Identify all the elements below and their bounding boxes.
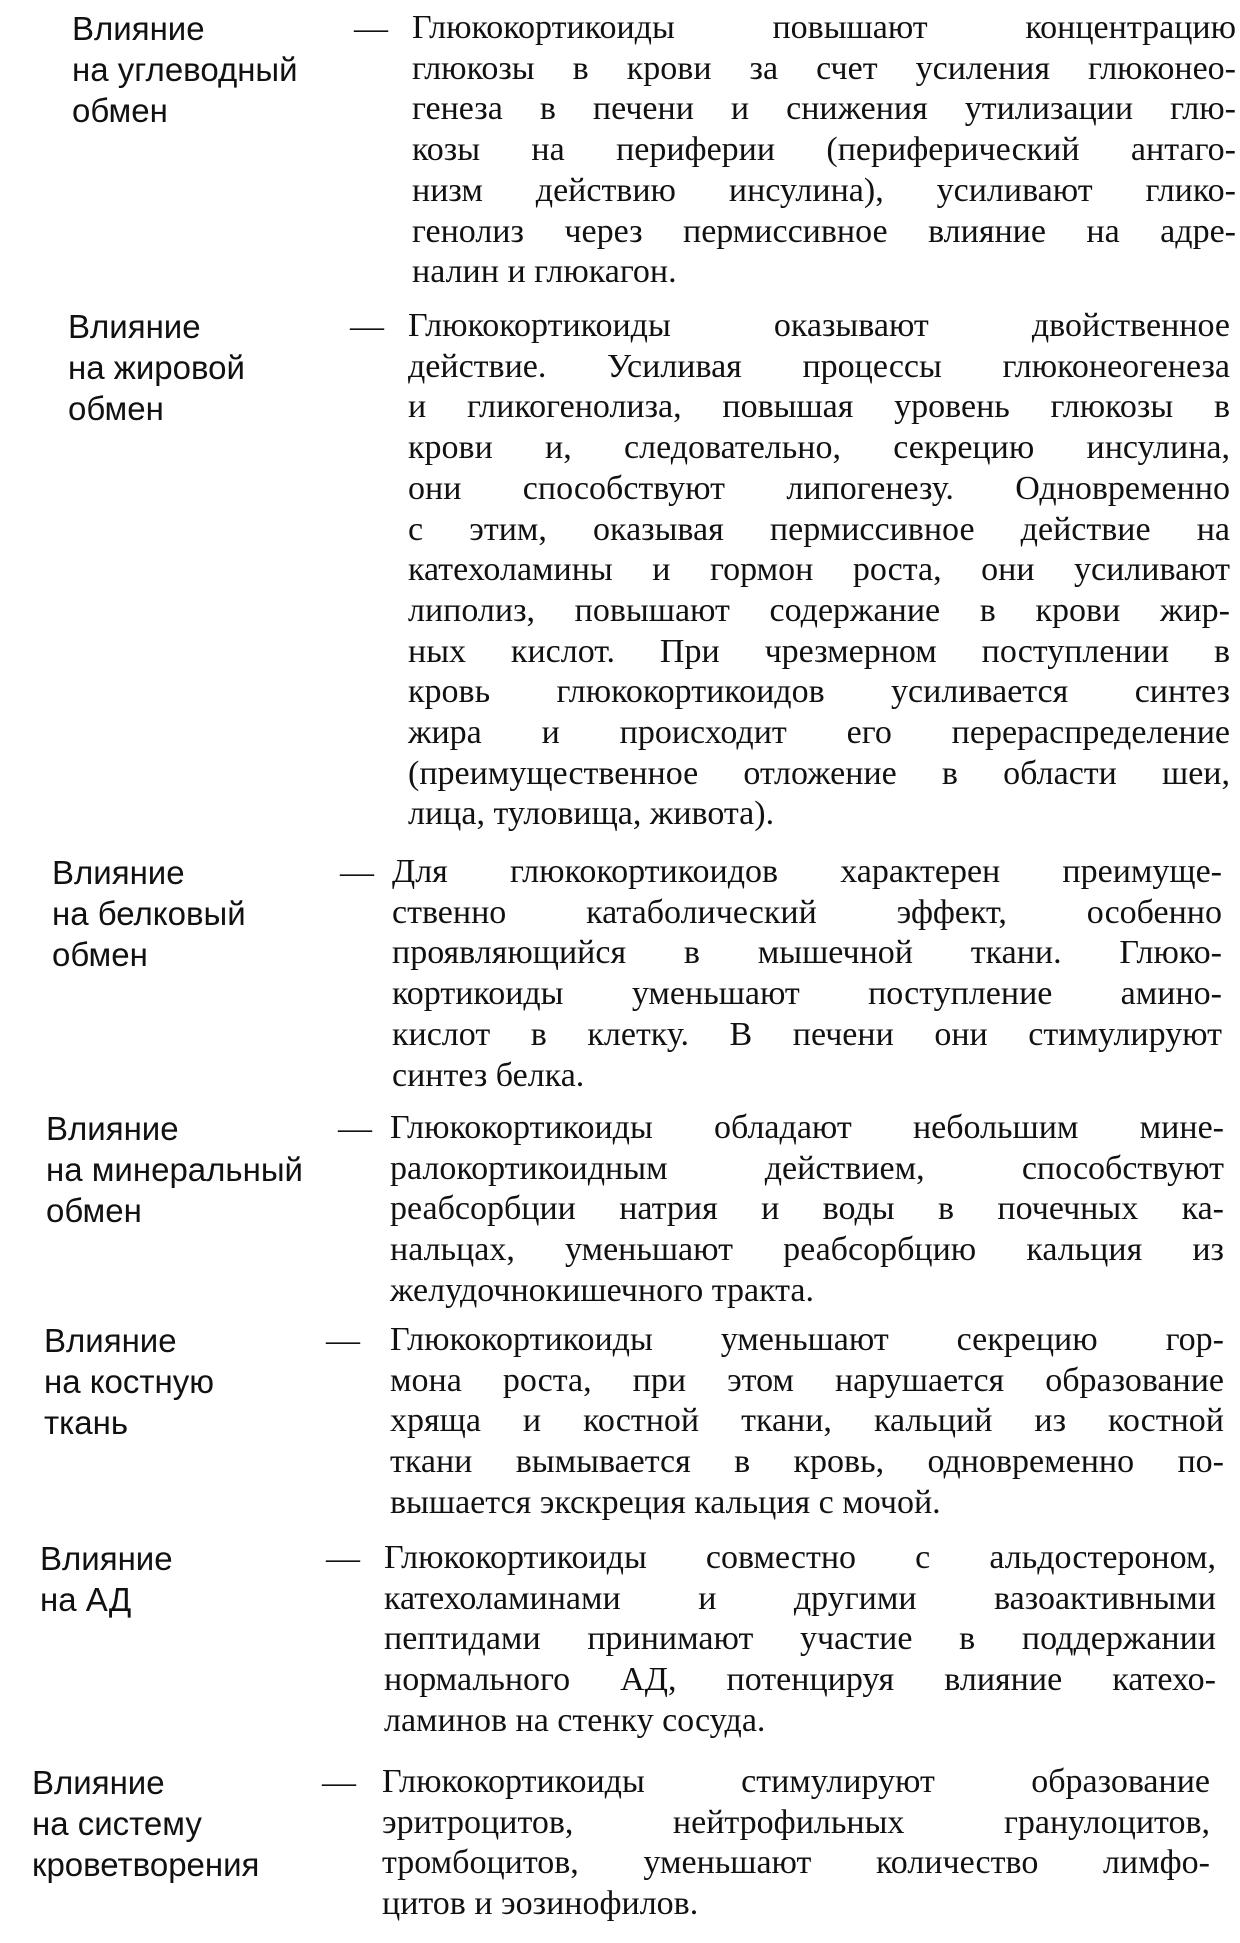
term-line: на АД [40,1581,132,1618]
desc-line: жира и происходит его перераспределение [408,714,1230,752]
entry-description [390,1108,1224,1312]
desc-line: эритроцитов, нейтрофильных гранулоцитов, [382,1803,1210,1841]
desc-line: ных кислот. При чрезмерном поступлении в [408,632,1230,670]
desc-line: Глюкокортикоиды уменьшают секрецию гор- [390,1321,1224,1358]
entry-term [32,1762,362,1885]
desc-line: Глюкокортикоиды стимулируют образование [382,1763,1210,1800]
desc-line: кровь глюкокортикоидов усиливается синтез [408,673,1230,711]
desc-line: цитов и эозинофилов. [382,1885,699,1923]
term-line: обмен [72,92,168,129]
desc-line: с этим, оказывая пермиссивное действие на [408,510,1230,548]
desc-line: хряща и костной ткани, кальций из костной [390,1402,1224,1440]
desc-line: нальцах, уменьшают реабсорбцию кальция из [390,1231,1224,1269]
desc-line: ственно катаболический эффект, особенно [392,893,1222,931]
desc-line: нормального АД, потенцируя влияние катехо- [384,1661,1216,1699]
term-line: Влияние [32,1764,165,1801]
desc-line: Глюкокортикоиды повышают концентрацию [412,9,1236,46]
entry-dash: — [340,854,374,891]
desc-line: пептидами принимают участие в поддержании [384,1620,1216,1658]
entry-term [72,8,402,131]
entry-term [68,306,398,429]
term-line: Влияние [40,1540,173,1577]
desc-line: глюкозы в крови за счет усиления глюконео- [412,49,1236,87]
entry-term [52,852,382,975]
desc-line: ламинов на стенку сосуда. [384,1701,766,1739]
desc-line: липолиз, повышают содержание в крови жир- [408,591,1230,629]
desc-line: ткани вымывается в кровь, одновременно по- [390,1443,1224,1481]
desc-line: кислот в клетку. В печени они стимулируют [392,1015,1222,1053]
entry-dash: — [322,1764,356,1801]
term-line: Влияние [72,10,205,47]
term-line: Влияние [44,1322,177,1359]
desc-line: лица, туловища, живота). [408,795,775,833]
term-line: на жировой [68,349,245,386]
entry-description [408,306,1230,835]
desc-line: крови и, следовательно, секрецию инсулина, [408,429,1230,467]
entry-dash: — [338,1110,372,1147]
desc-line: кортикоиды уменьшают поступление амино- [392,975,1222,1013]
entry-dash: — [326,1322,360,1359]
desc-line: Глюкокортикоиды совместно с альдостероном, [384,1539,1216,1576]
entry-description [382,1762,1210,1925]
entry-description [390,1320,1224,1524]
desc-line: синтез белка. [392,1056,585,1094]
desc-line: катехоламинами и другими вазоактивными [384,1579,1216,1617]
term-line: на белковый [52,895,246,932]
desc-line: катехоламины и гормон роста, они усиливают [408,551,1230,589]
desc-line: налин и глюкагон. [412,253,677,291]
entry-dash: — [326,1540,360,1577]
entry-term [46,1108,376,1231]
desc-line: козы на периферии (периферический антаго- [412,131,1236,169]
desc-line: генолиз через пермиссивное влияние на адре- [412,212,1236,250]
desc-line: и гликогенолиза, повышая уровень глюкозы в [408,388,1230,426]
term-line: ткань [44,1404,129,1441]
desc-line: мона роста, при этом нарушается образование [390,1361,1224,1399]
entry-description [412,8,1236,293]
desc-line: реабсорбции натрия и воды в почечных ка- [390,1190,1224,1228]
desc-line: тромбоцитов, уменьшают количество лимфо- [382,1844,1210,1882]
term-line: на костную [44,1363,214,1400]
term-line: Влияние [52,854,185,891]
entry-description [392,852,1222,1096]
entry-description [384,1538,1216,1742]
desc-line: низм действию инсулина), усиливают глико- [412,171,1236,209]
entry-term [44,1320,374,1443]
term-line: кроветворения [32,1846,260,1883]
desc-line: (преимущественное отложение в области шеи, [408,754,1230,792]
term-line: Влияние [46,1110,179,1147]
term-line: на минеральный [46,1151,303,1188]
term-line: обмен [46,1192,142,1229]
term-line: на углеводный [72,51,298,88]
desc-line: проявляющийся в мышечной ткани. Глюко- [392,934,1222,972]
desc-line: они способствуют липогенезу. Одновременно [408,469,1230,507]
desc-line: ралокортикоидным действием, способствуют [390,1149,1224,1187]
desc-line: Для глюкокортикоидов характерен преимуще- [392,853,1222,890]
entry-dash: — [350,308,384,345]
desc-line: действие. Усиливая процессы глюконеогенеза [408,347,1230,385]
term-line: Влияние [68,308,201,345]
term-line: обмен [68,390,164,427]
term-line: на систему [32,1805,202,1842]
desc-line: желудочнокишечного тракта. [390,1271,815,1309]
desc-line: Глюкокортикоиды оказывают двойственное [408,307,1230,344]
desc-line: вышается экскреция кальция с мочой. [390,1483,941,1521]
term-line: обмен [52,936,148,973]
entry-dash: — [354,10,388,47]
desc-line: Глюкокортикоиды обладают небольшим мине- [390,1109,1224,1146]
entry-term [40,1538,370,1620]
desc-line: генеза в печени и снижения утилизации глю- [412,90,1236,128]
